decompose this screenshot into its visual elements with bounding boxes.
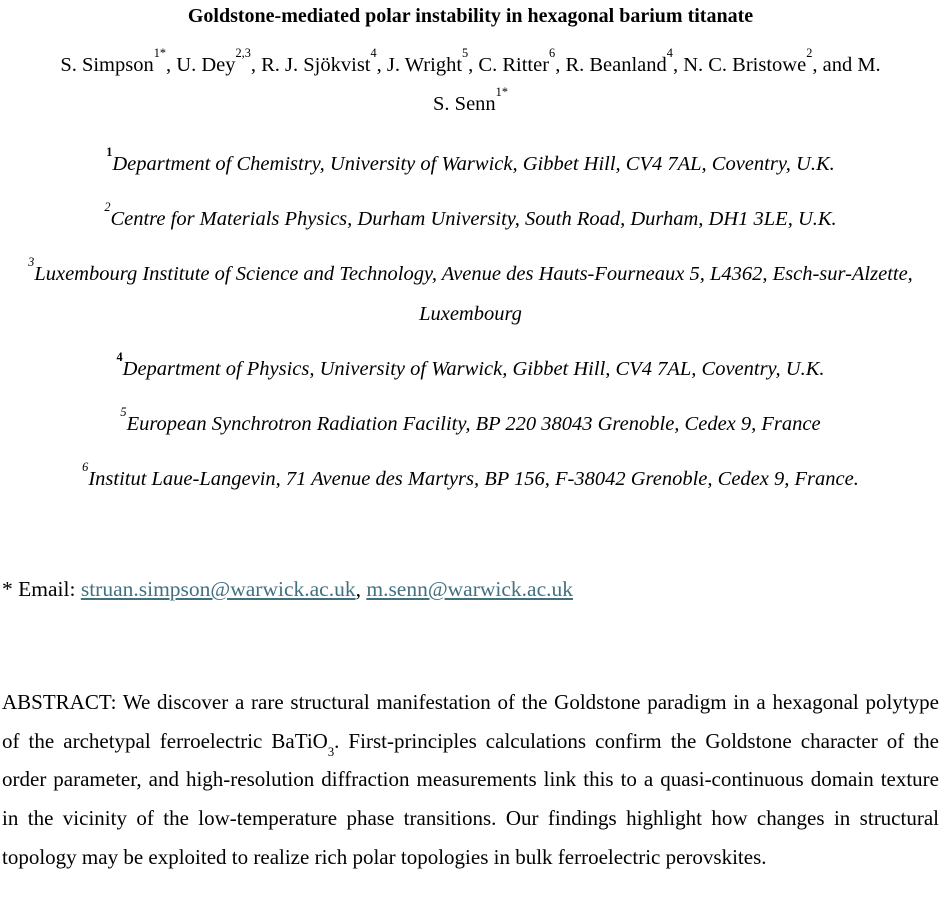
abstract-text: ABSTRACT: We discover a rare structural manifestation of the Goldstone paradigm in a hexagonal polytype of the archetypal ferroelectric BaTiO (2, 690, 939, 753)
affiliation-line (2, 254, 939, 334)
superscript-marker: 6 (549, 46, 556, 61)
affiliation-line (2, 459, 939, 499)
superscript-marker: 5 (120, 405, 127, 420)
author-name: S. Senn (433, 93, 496, 115)
superscript-marker: 4 (370, 46, 377, 61)
author-name: , N. C. Bristowe (672, 54, 807, 76)
affiliation-text: Luxembourg Institute of Science and Technology, Avenue des Hauts-Fourneaux 5, L4362, Esch-sur-Alzette, Luxembourg (34, 263, 913, 325)
abstract-text: . First-principles calculations confirm the Goldstone character of the order parameter, and high-resolution diffraction measurements link this to a quasi-continuous domain texture in the vicinity of the low-temperature phase transitions. Our findings highlight how changes in structural topology may be exploited to realize rich polar topologies in bulk ferroelectric perovskites. (2, 728, 939, 869)
paper-title: Goldstone-mediated polar instability in hexagonal barium titanate (187, 5, 754, 27)
affiliation-line (2, 144, 939, 184)
author-name: , U. Dey (166, 54, 236, 76)
author-line (2, 85, 939, 124)
superscript-marker: 3 (28, 255, 35, 270)
affiliation-line (2, 199, 939, 239)
affiliation-text: Department of Chemistry, University of Warwick, Gibbet Hill, CV4 7AL, Coventry, U.K. (112, 153, 835, 175)
email-line (2, 569, 939, 609)
author-name: , R. J. Sjökvist (250, 54, 371, 76)
superscript-marker: 2 (806, 46, 813, 61)
superscript-marker: 1* (153, 46, 167, 61)
affiliation-line (2, 404, 939, 444)
superscript-marker: 1* (495, 85, 508, 100)
email-label: * Email: (2, 577, 81, 601)
abstract-paragraph (2, 683, 939, 877)
email-separator: , (355, 577, 367, 601)
email-links (81, 577, 573, 601)
author-name: , J. Wright (376, 54, 463, 76)
affiliation-line (2, 349, 939, 389)
subscript-marker: 3 (327, 745, 335, 760)
author-list (2, 46, 939, 124)
affiliation-text: Institut Laue-Langevin, 71 Avenue des Martyrs, BP 156, F-38042 Grenoble, Cedex 9, France. (88, 468, 859, 490)
author-name: , and M. (812, 54, 881, 76)
superscript-marker: 2 (104, 200, 111, 215)
affiliation-text: European Synchrotron Radiation Facility, BP 220 38043 Grenoble, Cedex 9, France (126, 413, 821, 435)
superscript-marker: 1 (106, 145, 113, 160)
author-name: S. Simpson (60, 54, 154, 76)
affiliation-list (2, 144, 939, 499)
email-link[interactable]: m.senn@warwick.ac.uk (366, 577, 574, 601)
author-name: , R. Beanland (555, 54, 667, 76)
affiliation-text: Department of Physics, University of Warwick, Gibbet Hill, CV4 7AL, Coventry, U.K. (122, 358, 825, 380)
superscript-marker: 6 (82, 460, 89, 475)
superscript-marker: 5 (462, 46, 469, 61)
affiliation-text: Centre for Materials Physics, Durham University, South Road, Durham, DH1 3LE, U.K. (110, 208, 837, 230)
author-line (2, 46, 939, 85)
superscript-marker: 2,3 (235, 46, 251, 61)
superscript-marker: 4 (116, 350, 123, 365)
author-name: , C. Ritter (468, 54, 550, 76)
email-link[interactable]: struan.simpson@warwick.ac.uk (80, 577, 356, 601)
superscript-marker: 4 (666, 46, 673, 61)
